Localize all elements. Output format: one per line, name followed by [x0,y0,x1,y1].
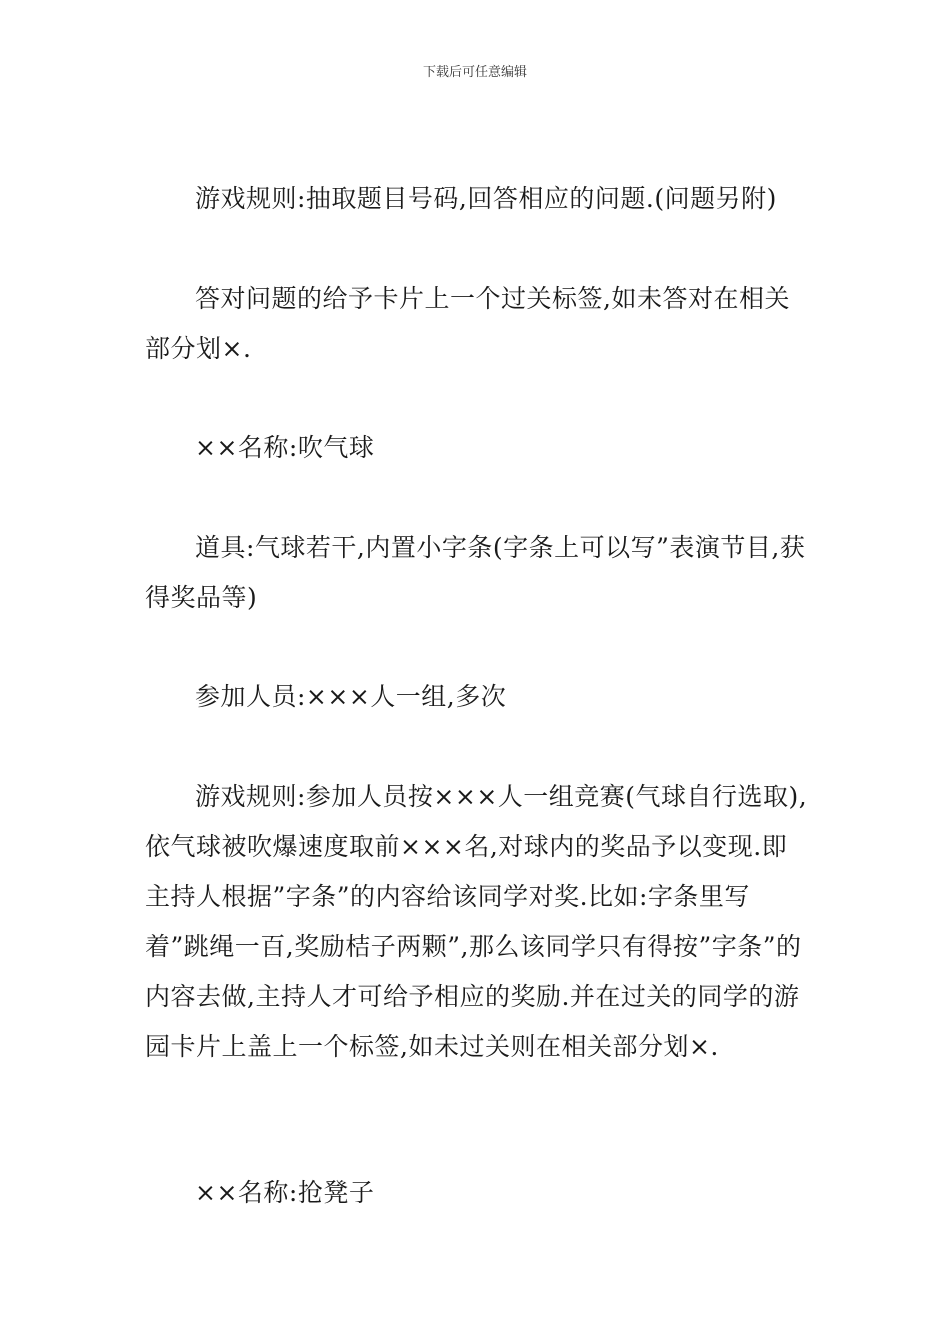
paragraph-game-rules-1: 游戏规则:抽取题目号码,回答相应的问题.(问题另附) [195,184,777,213]
paragraph-participants: 参加人员:×××人一组,多次 [195,682,507,711]
paragraph-correct-answer: 答对问题的给予卡片上一个过关标签,如未答对在相关部分划×. [145,284,790,363]
paragraph-game-name-chairs: ××名称:抢凳子 [195,1178,375,1207]
paragraph-game-rules-2: 游戏规则:参加人员按×××人一组竞赛(气球自行选取),依气球被吹爆速度取前×××名,对球内的奖品予以变现.即主持人根据”字条”的内容给该同学对奖.比如:字条里写着”跳绳一百,奖励桔子两颗”,那么该同学只有得按”字条”的内容去做,主持人才可给予相应的奖励.并在过关的同学的游园卡片上盖上一个标签,如未过关则在相关部分划×. [145,782,808,1061]
paragraph-props: 道具:气球若干,内置小字条(字条上可以写”表演节目,获得奖品等) [145,533,806,612]
page-header: 下载后可任意编辑 [422,65,527,80]
paragraph-game-name-balloon: ××名称:吹气球 [195,433,375,462]
